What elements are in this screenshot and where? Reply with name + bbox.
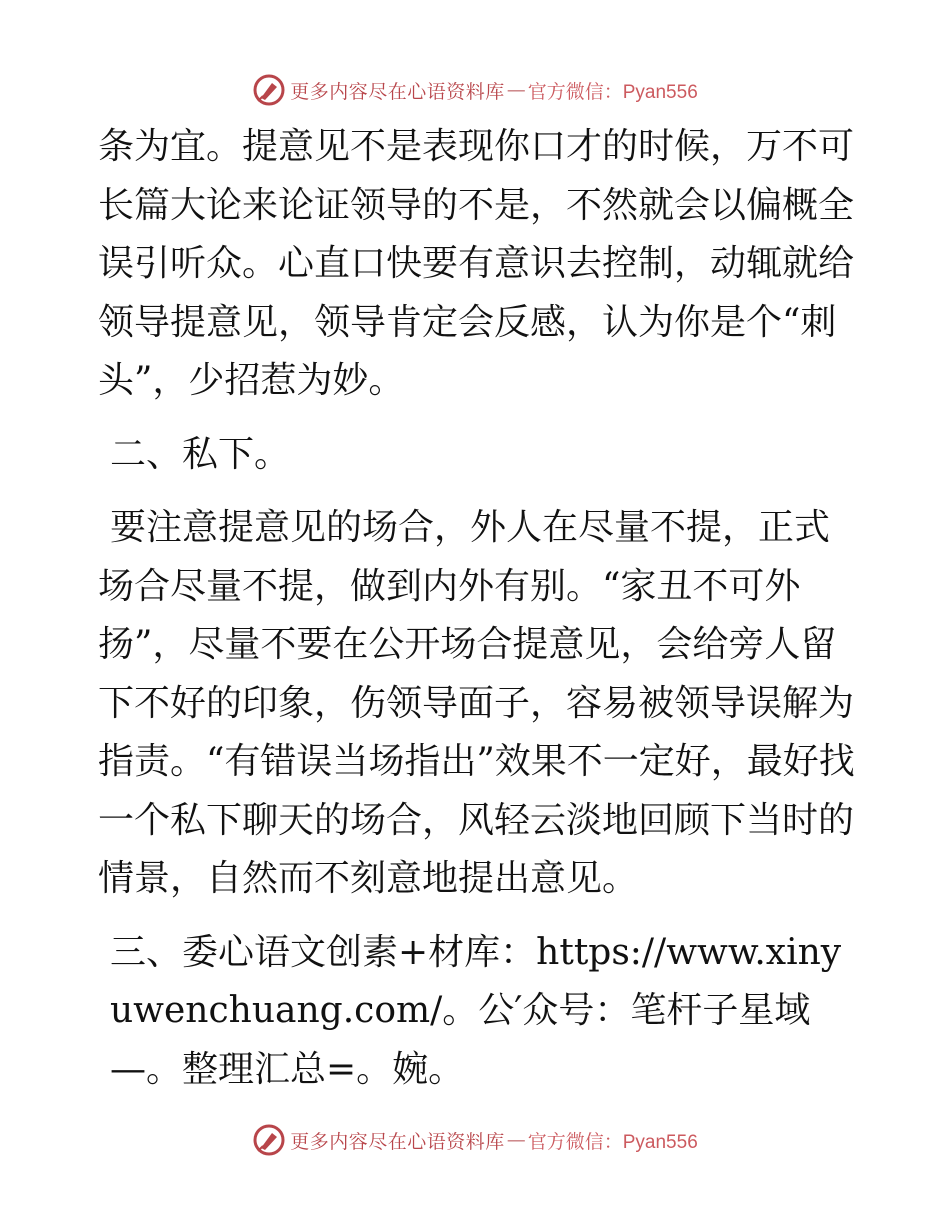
section-heading-2: 二、私下。 [110,433,291,475]
footer-banner [0,1120,950,1160]
paragraph-1: 条为宜。提意见不是表现你口才的时候，万不可长篇大论来论证领导的不是，不然就会以偏概全误引听众。心直口快要有意识去控制，动辄就给领导提意见，领导肯定会反感，认为你是个“刺头”，少招惹为妙。 [98,126,855,401]
pen-nib-logo-icon [252,73,286,107]
footer-wechat-text: 官方微信：Pyan556 [527,1131,698,1153]
footer-site-text: 更多内容尽在心语资料库 [290,1130,505,1153]
pen-nib-logo-icon [252,1123,286,1157]
header-banner [0,70,950,110]
header-separator: — [506,79,526,101]
section-heading-3: 三、委心语文创素+材库：https://www.xinyuwenchuang.com/。公′众号：笔杆子星域—。整理汇总=。婉。 [110,931,842,1090]
footer-separator: — [506,1129,526,1151]
header-wechat-text: 官方微信：Pyan556 [527,81,698,103]
document-body [98,118,858,1099]
paragraph-2: 要注意提意见的场合，外人在尽量不提，正式场合尽量不提，做到内外有别。“家丑不可外扬”，尽量不要在公开场合提意见，会给旁人留下不好的印象，伤领导面子，容易被领导误解为指责。“有错误当场指出”效果不一定好，最好找一个私下聊天的场合，风轻云淡地回顾下当时的情景，自然而不刻意地提出意见。 [98,507,855,899]
header-site-text: 更多内容尽在心语资料库 [290,80,505,103]
